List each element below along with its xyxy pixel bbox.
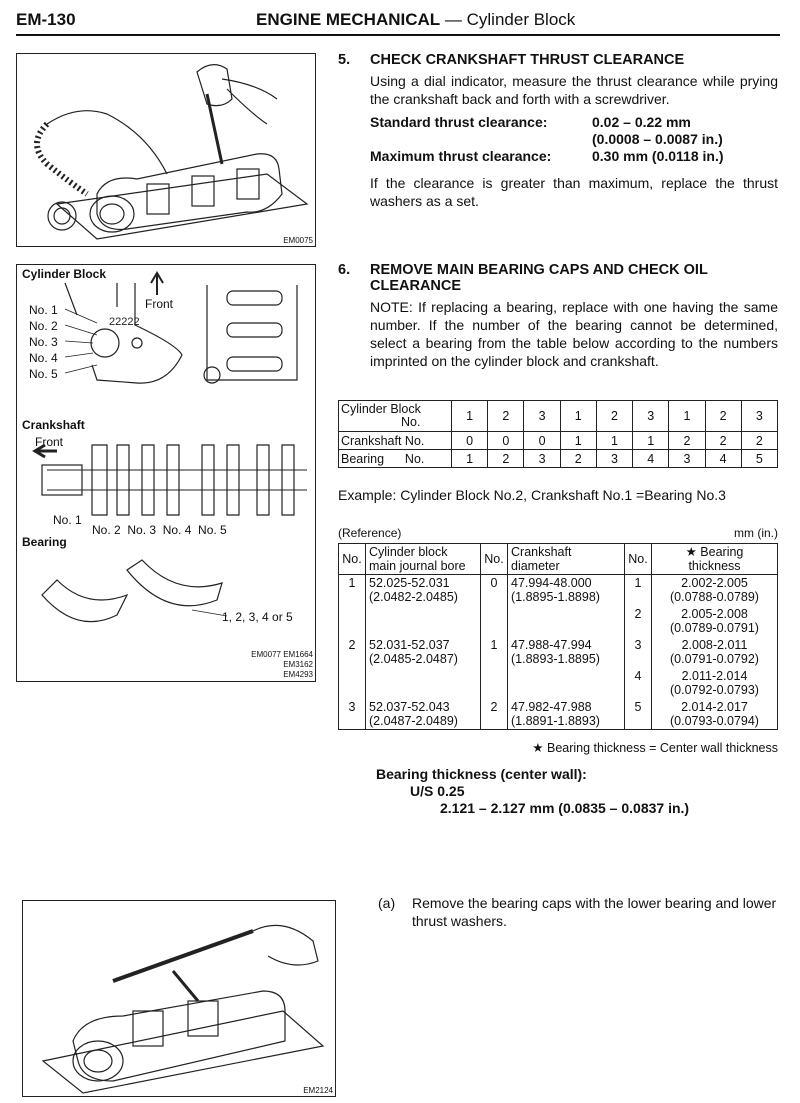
cell: 1 [452,401,488,432]
step-6-note: NOTE: If replacing a bearing, replace with one having the same number. If the number of the bearing cannot be determined, select a bearing from the table below according to the numbers imprinted on the cylinder block and crankshaft. [370,299,778,369]
crankshaft-label: Crankshaft [22,418,85,432]
step-5-specs [370,114,778,168]
reference-line [338,526,778,542]
step-6-title-2: CLEARANCE [370,278,462,294]
bearing-numbers-label: 1, 2, 3, 4 or 5 [222,610,293,624]
block-no-5: No. 5 [29,367,58,381]
ref-header-bearing: ★ Bearing thickness [652,544,778,575]
figure-code-3: EM4293 [283,670,313,679]
section-name: ENGINE MECHANICAL [256,10,441,29]
row-label-cylinder-block: Cylinder Block No. [339,401,452,432]
std-clearance-mm: 0.02 – 0.22 mm [592,114,691,130]
ref-bearing-no: 5 [625,699,652,730]
cell: 1 [560,401,596,432]
reference-table [338,543,778,730]
ref-header-no: No. [339,544,366,575]
undersize-label: U/S 0.25 [410,783,465,799]
step-5-number: 5. [338,52,351,68]
ref-bearing-thickness: 2.002-2.005 (0.0788-0.0789) [652,575,778,607]
cylinder-block-label: Cylinder Block [22,267,107,281]
cell: 3 [524,401,560,432]
cell: 2 [560,450,596,468]
step-5-body: Using a dial indicator, measure the thrust clearance while prying the crankshaft back and forth with a screwdriver. [370,73,778,107]
front-label-crank: Front [35,435,64,449]
ref-header-bore: Cylinder block main journal bore [366,544,481,575]
ref-bearing-thickness: 2.011-2.014 (0.0792-0.0793) [652,668,778,699]
cell: 4 [705,450,741,468]
crank-no-1: No. 1 [53,513,82,527]
cell: 3 [669,450,705,468]
block-no-3: No. 3 [29,335,58,349]
figure-dial-indicator [16,53,316,247]
cell: 4 [633,450,669,468]
cell: 1 [560,432,596,450]
svg-text:22222: 22222 [109,316,140,328]
cell: 0 [524,432,560,450]
step-5-heading [338,52,778,68]
ref-row-bore: 52.025-52.031 (2.0482-2.0485) [366,575,481,638]
crank-journal-labels: No. 2 No. 3 No. 4 No. 5 [92,523,227,537]
step-6-heading [338,262,778,294]
figure-code: EM2124 [303,1086,333,1095]
cell: 0 [452,432,488,450]
remove-caps-illustration [23,901,335,1096]
ref-header-no2: No. [481,544,508,575]
ref-row-bore: 52.037-52.043 (2.0487-2.0489) [366,699,481,730]
reference-label: (Reference) [338,526,402,540]
cell: 2 [741,432,777,450]
bearing-thickness-label: Bearing thickness (center wall): [376,766,587,782]
cell: 5 [741,450,777,468]
cell: 3 [596,450,632,468]
step-6 [338,262,778,370]
step-5-title: CHECK CRANKSHAFT THRUST CLEARANCE [370,52,685,68]
step-6-number: 6. [338,262,351,278]
cell: 3 [633,401,669,432]
page-number: EM-130 [16,10,76,29]
cell: 2 [705,401,741,432]
bearing-label: Bearing [22,535,67,549]
max-clearance-label: Maximum thrust clearance: [370,148,552,164]
ref-row-cno: 0 [481,575,508,638]
cell: 3 [524,450,560,468]
std-clearance-in: (0.0008 – 0.0087 in.) [592,131,723,147]
cell: 2 [705,432,741,450]
cell: 1 [452,450,488,468]
ref-bearing-thickness: 2.005-2.008 (0.0789-0.0791) [652,606,778,637]
ref-row-cno: 2 [481,699,508,730]
ref-header-no3: No. [625,544,652,575]
reference-unit: mm (in.) [734,526,778,540]
subsection-name: — Cylinder Block [444,10,576,29]
std-clearance-label: Standard thrust clearance: [370,114,548,130]
ref-bearing-no: 2 [625,606,652,637]
row-label-crankshaft: Crankshaft No. [339,432,452,450]
ref-row-bore: 52.031-52.037 (2.0485-2.0487) [366,637,481,699]
cell: 1 [669,401,705,432]
step-5 [338,52,778,210]
cell: 0 [488,432,524,450]
ref-bearing-no: 4 [625,668,652,699]
ref-header-crank: Crankshaft diameter [508,544,625,575]
cell: 2 [669,432,705,450]
bearing-diagram-illustration [17,265,315,681]
ref-bearing-thickness: 2.014-2.017 (0.0793-0.0794) [652,699,778,730]
figure-bearing-numbers [16,264,316,682]
dial-indicator-illustration [17,54,315,246]
ref-row-crank: 47.994-48.000 (1.8895-1.8898) [508,575,625,638]
undersize-value: 2.121 – 2.127 mm (0.0835 – 0.0837 in.) [440,800,690,816]
figure-code: EM0075 [283,236,313,245]
block-no-1: No. 1 [29,303,58,317]
ref-row-crank: 47.988-47.994 (1.8893-1.8895) [508,637,625,699]
cell: 1 [596,432,632,450]
figure-remove-caps [22,900,336,1097]
step-6-title-1: REMOVE MAIN BEARING CAPS AND CHECK OIL [370,262,708,278]
step-5-note: If the clearance is greater than maximum, replace the thrust washers as a set. [370,175,778,209]
ref-row-crank: 47.982-47.988 (1.8891-1.8893) [508,699,625,730]
block-no-2: No. 2 [29,319,58,333]
ref-row-no: 1 [339,575,366,638]
substep-a-text: Remove the bearing caps with the lower bearing and lower thrust washers. [412,895,777,929]
max-clearance-value: 0.30 mm (0.0118 in.) [592,148,724,164]
ref-row-no: 2 [339,637,366,699]
ref-bearing-no: 3 [625,637,652,668]
cell: 2 [596,401,632,432]
ref-bearing-thickness: 2.008-2.011 (0.0791-0.0792) [652,637,778,668]
page-header [16,10,780,36]
ref-bearing-no: 1 [625,575,652,607]
cell: 2 [488,450,524,468]
cell: 1 [633,432,669,450]
figure-code-2: EM3162 [283,660,313,669]
block-no-4: No. 4 [29,351,58,365]
front-label-top: Front [145,297,174,311]
footnote: ★ Bearing thickness = Center wall thickness [532,741,778,755]
row-label-bearing: Bearing No. [339,450,452,468]
figure-code-1: EM0077 EM1664 [251,650,313,659]
cell: 3 [741,401,777,432]
example-text: Example: Cylinder Block No.2, Crankshaft No.1 =Bearing No.3 [338,487,726,503]
cell: 2 [488,401,524,432]
bearing-selection-table [338,400,778,468]
ref-row-cno: 1 [481,637,508,699]
ref-row-no: 3 [339,699,366,730]
header-title [256,10,575,30]
substep-a-label: (a) [378,895,396,911]
